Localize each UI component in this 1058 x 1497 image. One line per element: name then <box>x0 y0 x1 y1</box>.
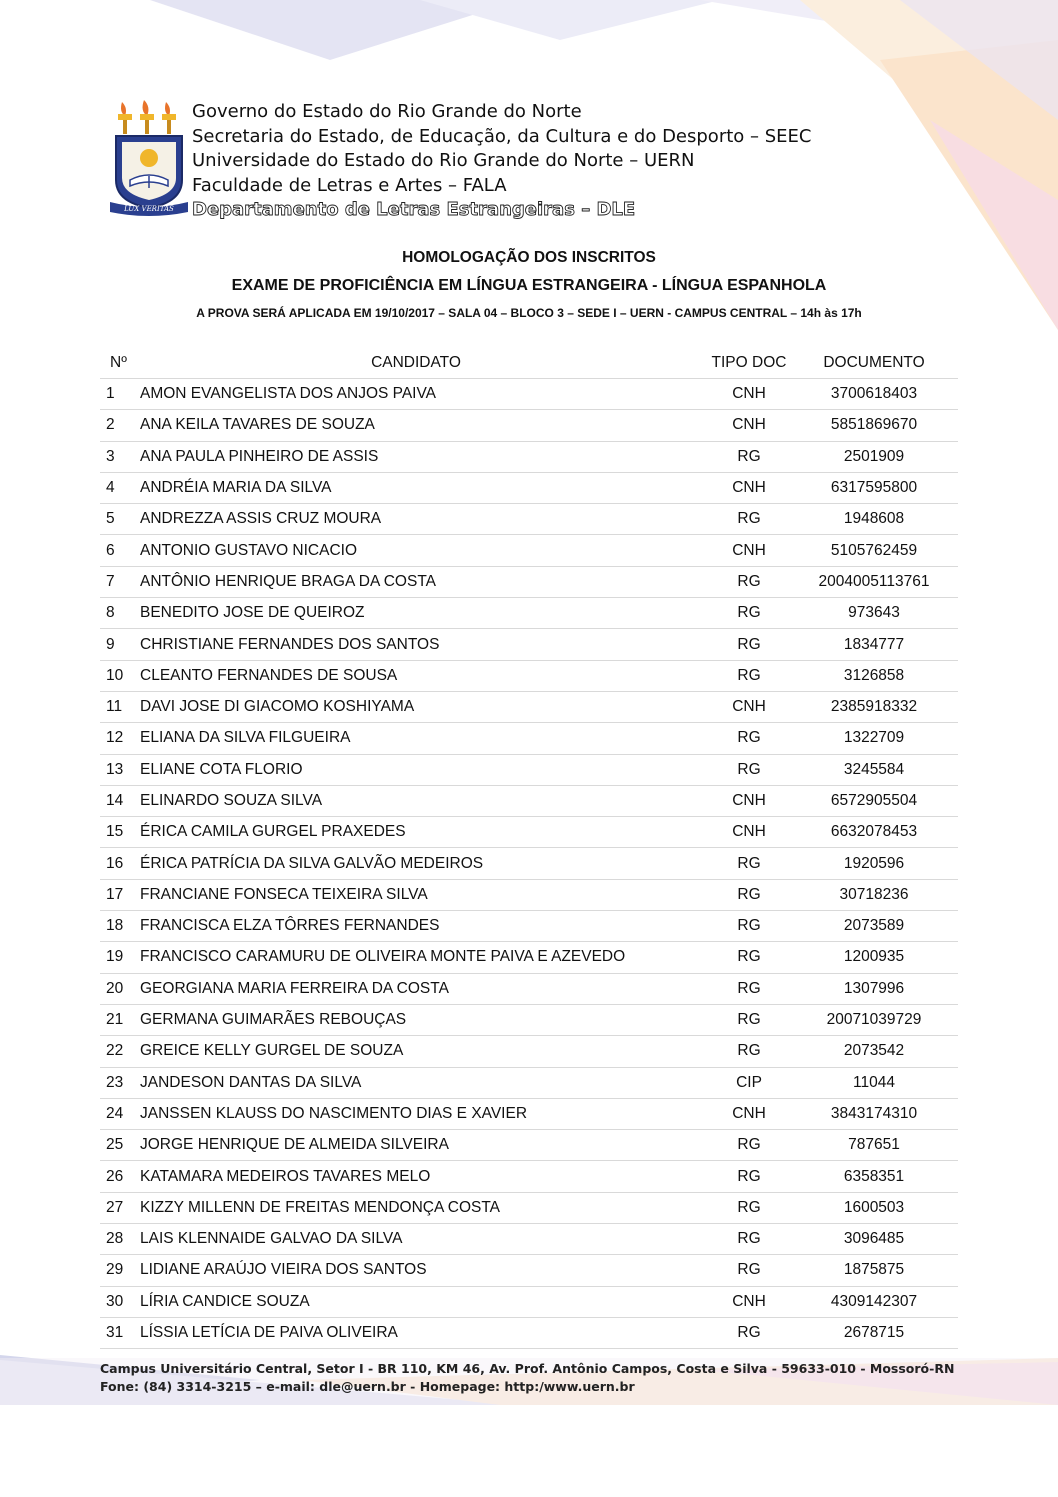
doc-number: 973643 <box>848 604 900 622</box>
candidate-name: FRANCISCO CARAMURU DE OLIVEIRA MONTE PAIVA E AZEVEDO <box>140 948 626 966</box>
candidate-name: CLEANTO FERNANDES DE SOUSA <box>140 666 398 684</box>
candidate-name: ANTONIO GUSTAVO NICACIO <box>140 541 358 559</box>
table-row <box>100 880 958 911</box>
department-name: Departamento de Letras Estrangeiras – DLE <box>192 199 636 220</box>
header-num: Nº <box>110 354 127 371</box>
table-row <box>100 1130 958 1161</box>
institution-line: Governo do Estado do Rio Grande do Norte <box>192 101 582 122</box>
row-number: 10 <box>106 666 124 684</box>
candidate-name: KATAMARA MEDEIROS TAVARES MELO <box>140 1167 431 1185</box>
doc-number: 5105762459 <box>830 541 918 559</box>
doc-type: RG <box>737 447 761 465</box>
doc-number: 3245584 <box>843 760 905 778</box>
doc-type: RG <box>737 885 761 903</box>
doc-number: 2073589 <box>843 917 905 935</box>
doc-type: RG <box>737 760 761 778</box>
doc-type: RG <box>737 1230 761 1248</box>
candidate-name: JANSSEN KLAUSS DO NASCIMENTO DIAS E XAVIER <box>140 1104 528 1122</box>
row-number: 6 <box>106 541 115 559</box>
row-number: 15 <box>106 823 124 841</box>
row-number: 7 <box>106 572 115 590</box>
candidate-name: LIDIANE ARAÚJO VIEIRA DOS SANTOS <box>140 1261 427 1279</box>
doc-number: 1834777 <box>843 635 905 653</box>
doc-number: 6572905504 <box>830 792 918 809</box>
candidate-name: LÍSSIA LETÍCIA DE PAIVA OLIVEIRA <box>140 1324 398 1342</box>
row-number: 14 <box>106 792 124 809</box>
candidate-name: GEORGIANA MARIA FERREIRA DA COSTA <box>140 979 449 997</box>
row-number: 5 <box>106 510 115 528</box>
doc-type: RG <box>737 1011 761 1029</box>
doc-number: 2678715 <box>843 1324 905 1342</box>
footer-contact: Fone: (84) 3314-3215 – e-mail: dle@uern.br - Homepage: http:/www.uern.br <box>100 1379 635 1394</box>
exam-schedule: A PROVA SERÁ APLICADA EM 19/10/2017 – SALA 04 – BLOCO 3 – SEDE I – UERN - CAMPUS CENTRAL – 14h às 17h <box>196 306 862 320</box>
doc-number: 6317595800 <box>830 479 918 497</box>
uern-crest-logo <box>108 98 190 216</box>
doc-type: CNH <box>732 698 766 716</box>
doc-number: 2501909 <box>843 447 905 465</box>
doc-number: 30718236 <box>839 885 909 903</box>
table-body <box>100 379 958 1349</box>
row-number: 13 <box>106 760 124 778</box>
doc-type: CNH <box>732 416 766 434</box>
doc-number: 6632078453 <box>830 823 918 841</box>
candidate-name: ÉRICA PATRÍCIA DA SILVA GALVÃO MEDEIROS <box>140 854 484 872</box>
doc-number: 1920596 <box>843 854 905 872</box>
doc-type: CIP <box>736 1073 762 1091</box>
logo-motto: LUX VERITAS <box>124 205 174 213</box>
row-number: 16 <box>106 854 124 872</box>
table-row <box>100 1099 958 1130</box>
doc-number: 4309142307 <box>830 1292 918 1310</box>
table-row <box>100 942 958 973</box>
row-number: 26 <box>106 1167 124 1185</box>
candidate-name: FRANCISCA ELZA TÔRRES FERNANDES <box>140 917 440 935</box>
doc-type: RG <box>737 1042 761 1060</box>
table-row <box>100 755 958 786</box>
row-number: 12 <box>106 729 124 747</box>
table-row <box>100 1224 958 1255</box>
doc-type: RG <box>737 979 761 997</box>
doc-type: RG <box>737 1261 761 1279</box>
table-row <box>100 1036 958 1067</box>
document-title: HOMOLOGAÇÃO DOS INSCRITOS <box>402 249 656 266</box>
candidate-name: ANDREZZA ASSIS CRUZ MOURA <box>140 510 382 528</box>
row-number: 24 <box>106 1104 124 1122</box>
row-number: 17 <box>106 885 124 903</box>
doc-number: 2073542 <box>843 1042 905 1060</box>
header-document: DOCUMENTO <box>823 354 925 371</box>
candidate-name: CHRISTIANE FERNANDES DOS SANTOS <box>140 635 440 653</box>
doc-number: 1322709 <box>843 729 905 747</box>
row-number: 29 <box>106 1261 124 1279</box>
doc-type: RG <box>737 572 761 590</box>
row-number: 4 <box>106 479 115 497</box>
table-row <box>100 1005 958 1036</box>
table-row <box>100 848 958 879</box>
doc-number: 3096485 <box>843 1230 905 1248</box>
candidate-name: GERMANA GUIMARÃES REBOUÇAS <box>140 1011 407 1029</box>
row-number: 28 <box>106 1230 124 1248</box>
table-row <box>100 911 958 942</box>
table-row <box>100 473 958 504</box>
row-number: 31 <box>106 1324 124 1342</box>
doc-type: CNH <box>732 792 766 809</box>
doc-type: CNH <box>732 1292 766 1310</box>
candidate-name: ELIANE COTA FLORIO <box>140 760 303 778</box>
doc-type: CNH <box>732 1104 766 1122</box>
table-row <box>100 504 958 535</box>
doc-number: 3843174310 <box>830 1104 918 1122</box>
table-row <box>100 1318 958 1349</box>
doc-type: CNH <box>732 823 766 841</box>
doc-number: 1948608 <box>843 510 905 528</box>
exam-title: EXAME DE PROFICIÊNCIA EM LÍNGUA ESTRANGEIRA - LÍNGUA ESPANHOLA <box>231 277 827 294</box>
doc-number: 6358351 <box>843 1167 905 1185</box>
candidate-name: JORGE HENRIQUE DE ALMEIDA SILVEIRA <box>140 1136 449 1154</box>
row-number: 20 <box>106 979 124 997</box>
doc-type: RG <box>737 917 761 935</box>
doc-number: 1200935 <box>843 948 905 966</box>
institution-line: Faculdade de Letras e Artes – FALA <box>192 174 507 196</box>
doc-number: 1600503 <box>843 1198 905 1216</box>
doc-number: 1875875 <box>843 1261 905 1279</box>
doc-type: RG <box>737 1198 761 1216</box>
table-row <box>100 598 958 629</box>
doc-number: 3126858 <box>843 666 905 684</box>
document-titles <box>0 246 1058 324</box>
table-row <box>100 442 958 473</box>
doc-type: RG <box>737 1136 761 1154</box>
table-row <box>100 629 958 660</box>
header-doc-type: TIPO DOC <box>711 354 787 371</box>
doc-number: 787651 <box>848 1136 900 1154</box>
candidate-name: DAVI JOSE DI GIACOMO KOSHIYAMA <box>140 698 415 716</box>
institution-line: Secretaria do Estado, de Educação, da Cultura e do Desporto – SEEC <box>192 125 812 147</box>
table-row <box>100 661 958 692</box>
institution-lines <box>192 100 811 223</box>
candidate-name: FRANCIANE FONSECA TEIXEIRA SILVA <box>140 885 428 903</box>
table-row <box>100 1255 958 1286</box>
candidate-name: LAIS KLENNAIDE GALVAO DA SILVA <box>140 1230 403 1248</box>
institution-line: Universidade do Estado do Rio Grande do Norte – UERN <box>192 150 695 171</box>
doc-type: RG <box>737 1324 761 1342</box>
table-row <box>100 410 958 441</box>
candidate-name: ANA KEILA TAVARES DE SOUZA <box>140 416 375 434</box>
row-number: 18 <box>106 917 124 935</box>
candidate-name: ELIANA DA SILVA FILGUEIRA <box>140 729 351 747</box>
row-number: 23 <box>106 1073 124 1091</box>
candidate-name: BENEDITO JOSE DE QUEIROZ <box>140 604 365 622</box>
candidate-name: ANTÔNIO HENRIQUE BRAGA DA COSTA <box>140 572 436 590</box>
doc-number: 11044 <box>853 1073 895 1091</box>
candidate-name: LÍRIA CANDICE SOUZA <box>140 1292 310 1310</box>
row-number: 2 <box>106 416 115 434</box>
doc-type: RG <box>737 510 761 528</box>
candidate-name: ELINARDO SOUZA SILVA <box>140 792 323 809</box>
page-footer <box>100 1360 954 1396</box>
table-row <box>100 1287 958 1318</box>
table-row <box>100 692 958 723</box>
candidate-name: ANDRÉIA MARIA DA SILVA <box>140 479 332 497</box>
row-number: 3 <box>106 447 115 465</box>
doc-type: RG <box>737 635 761 653</box>
doc-type: RG <box>737 666 761 684</box>
table-row <box>100 1161 958 1192</box>
table-row <box>100 379 958 410</box>
candidate-name: KIZZY MILLENN DE FREITAS MENDONÇA COSTA <box>140 1198 500 1216</box>
candidate-name: GREICE KELLY GURGEL DE SOUZA <box>140 1042 404 1060</box>
candidates-table <box>100 348 958 1349</box>
table-row <box>100 786 958 817</box>
doc-number: 2385918332 <box>830 698 918 716</box>
table-row <box>100 974 958 1005</box>
header-candidate: CANDIDATO <box>371 354 461 371</box>
table-row <box>100 723 958 754</box>
table-row <box>100 567 958 598</box>
doc-number: 20071039729 <box>826 1011 922 1029</box>
table-row <box>100 1193 958 1224</box>
doc-type: RG <box>737 854 761 872</box>
row-number: 21 <box>106 1011 124 1029</box>
candidate-name: AMON EVANGELISTA DOS ANJOS PAIVA <box>140 385 437 403</box>
candidate-name: ÉRICA CAMILA GURGEL PRAXEDES <box>140 823 406 841</box>
row-number: 22 <box>106 1042 124 1060</box>
row-number: 30 <box>106 1292 124 1310</box>
doc-type: RG <box>737 729 761 747</box>
row-number: 27 <box>106 1198 124 1216</box>
table-row <box>100 817 958 848</box>
table-row <box>100 1068 958 1099</box>
doc-number: 3700618403 <box>830 385 918 403</box>
footer-address: Campus Universitário Central, Setor I - BR 110, KM 46, Av. Prof. Antônio Campos, Costa e Silva - 59633-010 - Mossoró-RN <box>100 1361 955 1376</box>
table-row <box>100 535 958 566</box>
doc-number: 2004005113761 <box>818 572 930 590</box>
row-number: 25 <box>106 1136 124 1154</box>
doc-type: RG <box>737 1167 761 1185</box>
row-number: 8 <box>106 604 115 622</box>
row-number: 9 <box>106 635 115 653</box>
doc-number: 1307996 <box>843 979 905 997</box>
letterhead <box>104 96 1004 226</box>
doc-type: RG <box>737 604 761 622</box>
doc-type: CNH <box>732 385 766 403</box>
candidate-name: ANA PAULA PINHEIRO DE ASSIS <box>140 447 379 465</box>
table-header <box>100 348 958 379</box>
row-number: 11 <box>106 698 123 716</box>
doc-number: 5851869670 <box>830 416 918 434</box>
row-number: 1 <box>106 385 115 403</box>
row-number: 19 <box>106 948 124 966</box>
candidate-name: JANDESON DANTAS DA SILVA <box>140 1073 362 1091</box>
doc-type: CNH <box>732 541 766 559</box>
doc-type: RG <box>737 948 761 966</box>
doc-type: CNH <box>732 479 766 497</box>
